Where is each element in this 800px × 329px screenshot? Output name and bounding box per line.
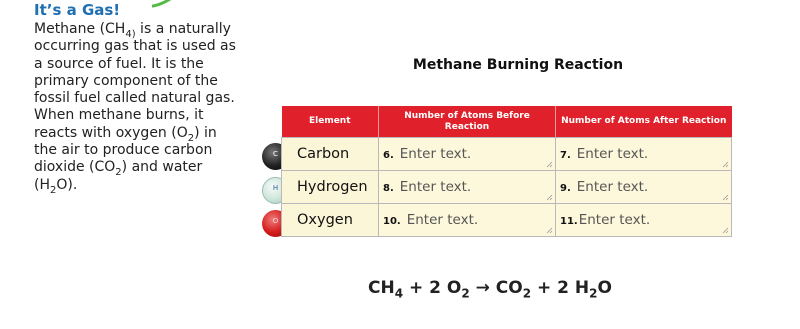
- chemical-equation: [368, 278, 612, 300]
- equation-subscript: 2: [589, 286, 598, 301]
- equation-part: O: [597, 278, 612, 298]
- atom-symbol: O: [272, 217, 279, 225]
- resize-grip-icon[interactable]: [546, 161, 553, 168]
- sidebar-subscript: 2: [187, 132, 195, 144]
- sidebar-title: It’s a Gas!: [34, 1, 121, 19]
- table-row-hydrogen: [282, 171, 732, 204]
- equation-subscript: 2: [461, 286, 470, 301]
- before-count-field[interactable]: [379, 204, 556, 237]
- atom-count-table: [281, 106, 732, 237]
- reaction-table-title: Methane Burning Reaction: [412, 57, 624, 73]
- element-name: Carbon: [297, 146, 350, 162]
- before-count-field[interactable]: [379, 171, 556, 204]
- element-cell: [282, 138, 379, 171]
- question-number: 8.: [383, 183, 394, 194]
- before-count-field[interactable]: [379, 138, 556, 171]
- element-name: Oxygen: [297, 212, 353, 228]
- equation-part: CH: [368, 278, 395, 298]
- sidebar-paragraph: [34, 21, 239, 194]
- sidebar-text-part: ) in the air to produce carbon dioxide (CO: [34, 124, 217, 176]
- enter-text-placeholder[interactable]: Enter text.: [406, 212, 479, 228]
- question-number: 9.: [560, 183, 571, 194]
- element-cell: [282, 204, 379, 237]
- atom-symbol: C: [273, 150, 278, 158]
- resize-grip-icon[interactable]: [546, 194, 553, 201]
- enter-text-placeholder[interactable]: Enter text.: [399, 146, 472, 162]
- equation-subscript: 4: [394, 286, 404, 301]
- table-header-row: [282, 106, 732, 138]
- table-row-oxygen: [282, 204, 732, 237]
- sidebar-text-part: is a naturally occurring gas that is used as a source of fuel. It is the primary component of the fossil fuel called natural gas. When methane burns, it reacts with oxygen (O: [34, 21, 236, 141]
- after-count-field[interactable]: [556, 204, 732, 237]
- table-row-carbon: [282, 138, 732, 171]
- after-count-field[interactable]: [556, 138, 732, 171]
- question-number: 6.: [383, 150, 394, 161]
- sidebar-text-part: ) and water (H: [34, 159, 203, 193]
- element-name: Hydrogen: [297, 179, 368, 195]
- enter-text-placeholder[interactable]: Enter text.: [399, 179, 472, 195]
- sidebar-text-panel: [34, 0, 239, 194]
- sidebar-subscript: 2: [115, 167, 122, 179]
- sidebar-text-part: Methane (CH: [34, 21, 126, 37]
- equation-part: + 2 H: [531, 278, 590, 298]
- sidebar-subscript: 4): [125, 28, 136, 40]
- resize-grip-icon[interactable]: [722, 227, 729, 234]
- element-cell: [282, 171, 379, 204]
- header-after: Number of Atoms After Reaction: [556, 106, 732, 138]
- enter-text-placeholder[interactable]: Enter text.: [576, 179, 649, 195]
- question-number: 10.: [383, 216, 401, 227]
- question-number: 7.: [560, 150, 571, 161]
- atom-symbol: H: [272, 184, 279, 192]
- header-element: Element: [282, 106, 379, 138]
- resize-grip-icon[interactable]: [722, 161, 729, 168]
- equation-part: → CO: [469, 278, 523, 298]
- enter-text-placeholder[interactable]: Enter text.: [576, 146, 649, 162]
- swoosh-decoration-icon: [152, 0, 178, 8]
- resize-grip-icon[interactable]: [546, 227, 553, 234]
- sidebar-subscript: 2: [50, 184, 57, 196]
- sidebar-text-part: O).: [56, 176, 78, 193]
- header-before: Number of Atoms Before Reaction: [379, 106, 556, 138]
- after-count-field[interactable]: [556, 171, 732, 204]
- enter-text-placeholder[interactable]: Enter text.: [578, 212, 651, 228]
- question-number: 11.: [560, 216, 578, 227]
- equation-part: + 2 O: [403, 278, 462, 298]
- equation-subscript: 2: [522, 286, 532, 301]
- resize-grip-icon[interactable]: [722, 194, 729, 201]
